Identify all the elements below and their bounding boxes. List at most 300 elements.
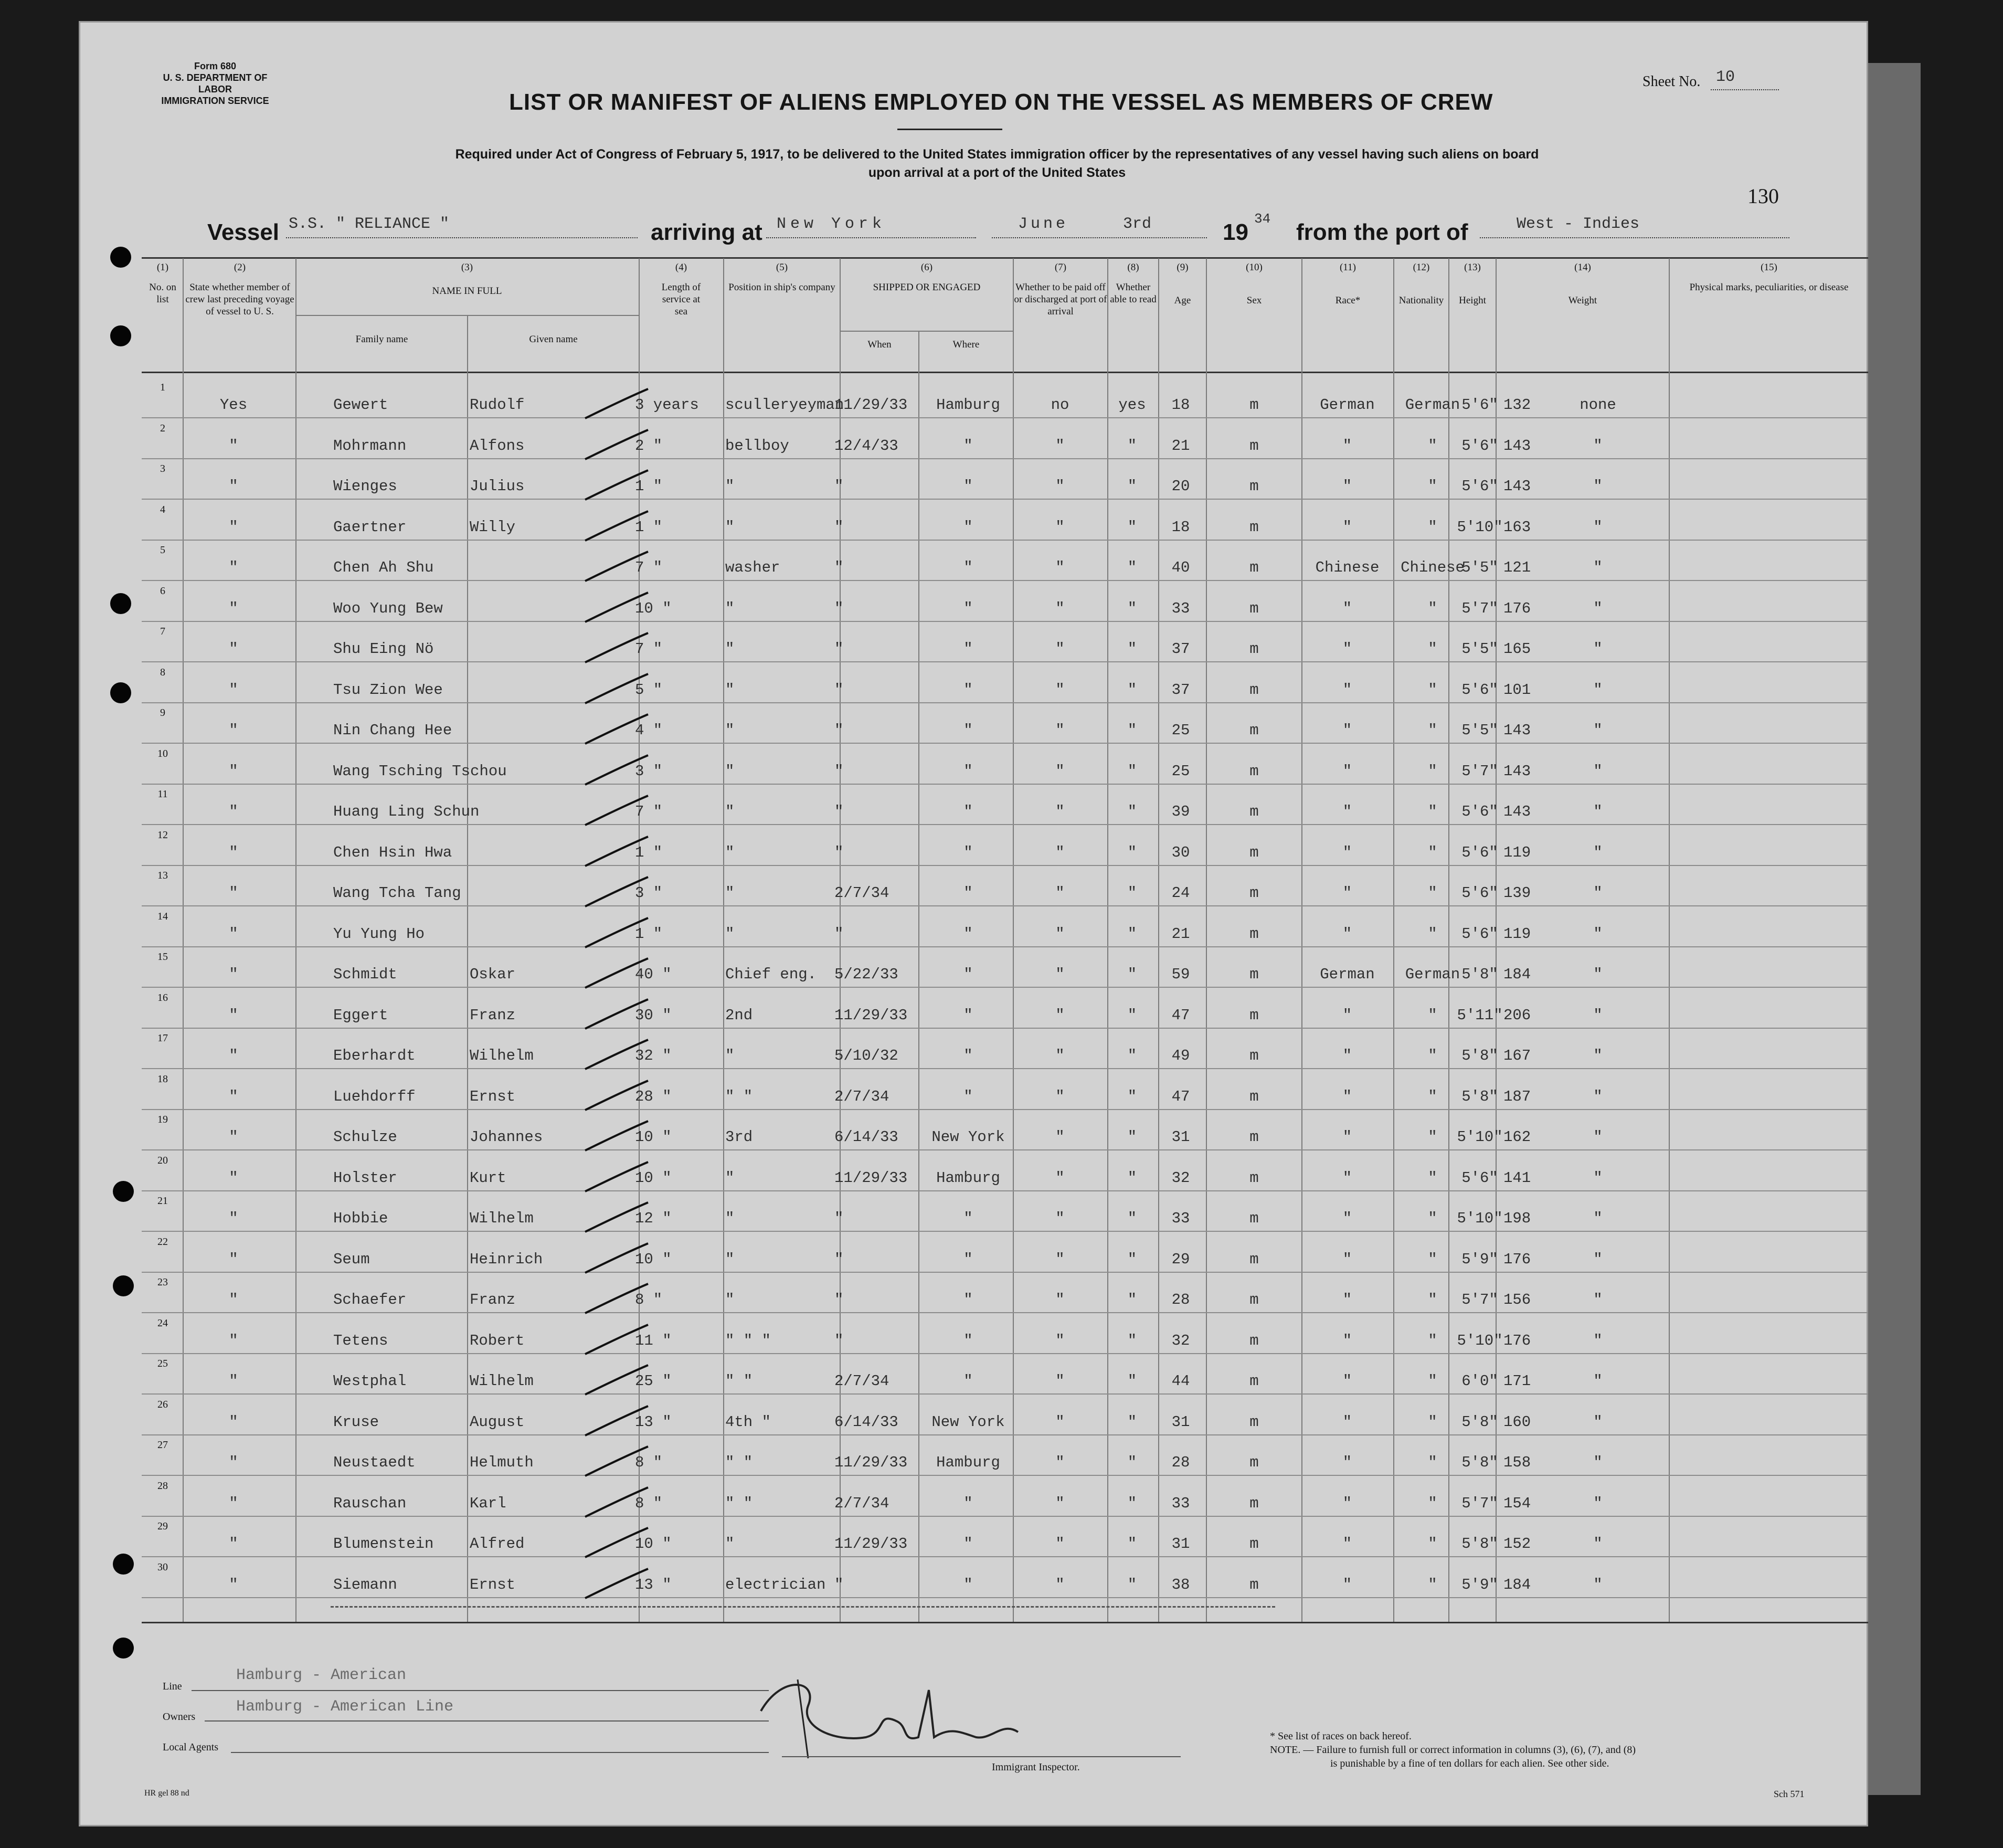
- arriving-underline: [766, 237, 976, 238]
- shipped-where-cell: ": [963, 722, 973, 739]
- col1-header: [143, 261, 183, 305]
- family-name-cell: Huang Ling Schun: [333, 803, 480, 820]
- sex-cell: m: [1249, 396, 1259, 414]
- race-cell: ": [1342, 1372, 1352, 1390]
- race-cell: ": [1342, 1454, 1352, 1471]
- weight-cell: 184: [1503, 1576, 1531, 1593]
- row-rule: [142, 1393, 1868, 1395]
- service-length-cell: 8 ": [635, 1291, 663, 1308]
- race-note: * See list of races on back hereof.: [1270, 1730, 1412, 1742]
- row-number: 7: [160, 626, 165, 637]
- page-title: LIST OR MANIFEST OF ALIENS EMPLOYED ON THE VESSEL AS MEMBERS OF CREW: [509, 89, 1493, 115]
- sex-cell: m: [1249, 803, 1259, 820]
- manifest-sheet: [79, 21, 1868, 1826]
- col-label: Physical marks, peculiarities, or disease: [1689, 282, 1849, 293]
- col-number: (15): [1761, 262, 1777, 273]
- sex-cell: m: [1249, 1210, 1259, 1227]
- col-label: Length of service at sea: [661, 282, 701, 317]
- nationality-cell: ": [1428, 1007, 1437, 1024]
- sex-cell: m: [1249, 600, 1259, 617]
- height-cell: 5'10": [1457, 519, 1503, 536]
- age-cell: 33: [1171, 600, 1190, 617]
- able-to-read-cell: ": [1127, 1454, 1137, 1471]
- shipped-when-cell: ": [834, 1332, 844, 1349]
- col3b-header: Given name: [529, 334, 578, 345]
- owners-underline: [205, 1720, 769, 1722]
- row-number: 17: [157, 1032, 168, 1044]
- col-label: State whether member of crew last preceding voyage of vessel to U. S.: [185, 282, 294, 317]
- penalty-note-2: is punishable by a fine of ten dollars for each alien. See other side.: [1330, 1758, 1609, 1769]
- shipped-where-cell: ": [963, 1332, 973, 1349]
- position-cell: ": [725, 681, 735, 699]
- shipped-where-cell: ": [963, 1291, 973, 1308]
- age-cell: 24: [1171, 884, 1190, 902]
- prev-voyage-cell: ": [229, 1332, 238, 1349]
- prev-voyage-cell: ": [229, 681, 238, 699]
- col-label: Sex: [1246, 295, 1262, 306]
- row-rule: [142, 946, 1868, 947]
- row-rule: [142, 743, 1868, 744]
- height-cell: 5'8": [1461, 1047, 1498, 1064]
- service-length-cell: 8 ": [635, 1495, 663, 1512]
- physical-marks-cell: ": [1593, 1535, 1603, 1553]
- paid-off-cell: ": [1055, 1251, 1065, 1268]
- race-cell: ": [1342, 600, 1352, 617]
- weight-cell: 132: [1503, 396, 1531, 414]
- age-cell: 28: [1171, 1454, 1190, 1471]
- from-port-underline: [1480, 237, 1789, 238]
- able-to-read-cell: ": [1127, 1047, 1137, 1064]
- height-cell: 5'5": [1461, 640, 1498, 658]
- family-name-cell: Rauschan: [333, 1495, 407, 1512]
- physical-marks-cell: ": [1593, 1251, 1603, 1268]
- weight-cell: 121: [1503, 559, 1531, 576]
- able-to-read-cell: ": [1127, 519, 1137, 536]
- family-name-cell: Woo Yung Bew: [333, 600, 443, 617]
- vessel-underline: [286, 237, 638, 238]
- able-to-read-cell: ": [1127, 925, 1137, 943]
- family-name-cell: Hobbie: [333, 1210, 388, 1227]
- height-cell: 5'6": [1461, 925, 1498, 943]
- table-end-dashes: [331, 1606, 1275, 1608]
- position-cell: Chief eng.: [725, 966, 817, 983]
- nationality-cell: ": [1428, 925, 1437, 943]
- physical-marks-cell: ": [1593, 1047, 1603, 1064]
- check-mark: [582, 1362, 651, 1399]
- check-mark: [582, 955, 651, 992]
- race-cell: ": [1342, 803, 1352, 820]
- prev-voyage-cell: ": [229, 1291, 238, 1308]
- line-value: Hamburg - American: [236, 1666, 407, 1684]
- row-rule: [142, 1556, 1868, 1557]
- paid-off-cell: ": [1055, 1291, 1065, 1308]
- row-number: 18: [157, 1073, 168, 1085]
- col10-header: [1207, 261, 1301, 307]
- row-number: 22: [157, 1236, 168, 1248]
- row-rule: [142, 499, 1868, 500]
- family-name-cell: Chen Ah Shu: [333, 559, 434, 576]
- paid-off-cell: ": [1055, 600, 1065, 617]
- check-mark: [582, 630, 651, 667]
- weight-cell: 163: [1503, 519, 1531, 536]
- given-name-cell: Julius: [470, 478, 525, 495]
- check-mark: [582, 874, 651, 911]
- shipped-when-cell: ": [834, 519, 844, 536]
- col-number: (6): [920, 262, 933, 273]
- shipped-where-cell: ": [963, 600, 973, 617]
- age-cell: 49: [1171, 1047, 1190, 1064]
- shipped-where-cell: New York: [931, 1128, 1005, 1146]
- able-to-read-cell: ": [1127, 1251, 1137, 1268]
- paid-off-cell: ": [1055, 1088, 1065, 1105]
- sex-cell: m: [1249, 1291, 1259, 1308]
- penalty-note: NOTE. — Failure to furnish full or correct information in columns (3), (6), (7), and (8): [1270, 1744, 1636, 1756]
- position-cell: ": [725, 640, 735, 658]
- given-name-cell: Ernst: [470, 1576, 516, 1593]
- age-cell: 31: [1171, 1535, 1190, 1553]
- sex-cell: m: [1249, 1047, 1259, 1064]
- row-rule: [142, 1475, 1868, 1476]
- col-label: Whether to be paid off or discharged at port of arrival: [1014, 282, 1107, 317]
- race-cell: ": [1342, 1128, 1352, 1146]
- row-number: 29: [157, 1520, 168, 1532]
- physical-marks-cell: ": [1593, 966, 1603, 983]
- shipped-where-cell: ": [963, 681, 973, 699]
- given-name-cell: Kurt: [470, 1169, 506, 1187]
- nationality-cell: ": [1428, 1210, 1437, 1227]
- shipped-when-cell: 6/14/33: [834, 1413, 898, 1431]
- col-number: (12): [1413, 262, 1430, 273]
- nationality-cell: ": [1428, 1495, 1437, 1512]
- service-length-cell: 3 ": [635, 763, 663, 780]
- check-mark: [582, 1078, 651, 1114]
- row-rule: [142, 1109, 1868, 1110]
- col4-header: [640, 261, 723, 318]
- prev-voyage-cell: ": [229, 1088, 238, 1105]
- height-cell: 5'10": [1457, 1210, 1503, 1227]
- given-name-cell: Wilhelm: [470, 1210, 534, 1227]
- race-cell: ": [1342, 478, 1352, 495]
- sex-cell: m: [1249, 640, 1259, 658]
- check-mark: [582, 752, 651, 789]
- sex-cell: m: [1249, 437, 1259, 455]
- age-cell: 47: [1171, 1088, 1190, 1105]
- paid-off-cell: ": [1055, 925, 1065, 943]
- age-cell: 59: [1171, 966, 1190, 983]
- row-rule: [142, 1190, 1868, 1191]
- height-cell: 5'10": [1457, 1332, 1503, 1349]
- prev-voyage-cell: ": [229, 884, 238, 902]
- shipped-when-cell: ": [834, 559, 844, 576]
- col-rule: [295, 258, 296, 1622]
- prev-voyage-cell: ": [229, 1413, 238, 1431]
- paid-off-cell: ": [1055, 844, 1065, 861]
- row-number: 4: [160, 504, 165, 515]
- paid-off-cell: ": [1055, 640, 1065, 658]
- height-cell: 5'8": [1461, 1088, 1498, 1105]
- row-rule: [142, 1597, 1868, 1598]
- physical-marks-cell: ": [1593, 1169, 1603, 1187]
- sex-cell: m: [1249, 1535, 1259, 1553]
- check-mark: [582, 548, 651, 585]
- physical-marks-cell: ": [1593, 844, 1603, 861]
- binder-hole: [110, 247, 131, 268]
- position-cell: bellboy: [725, 437, 789, 455]
- service-length-cell: 1 ": [635, 925, 663, 943]
- physical-marks-cell: ": [1593, 1576, 1603, 1593]
- stamp-number: 130: [1747, 184, 1779, 208]
- physical-marks-cell: ": [1593, 1291, 1603, 1308]
- family-name-cell: Schmidt: [333, 966, 397, 983]
- height-cell: 5'8": [1461, 1413, 1498, 1431]
- physical-marks-cell: ": [1593, 559, 1603, 576]
- service-length-cell: 5 ": [635, 681, 663, 699]
- from-port-label: from the port of: [1296, 219, 1468, 245]
- shipped-where-cell: ": [963, 559, 973, 576]
- shipped-when-cell: ": [834, 803, 844, 820]
- check-mark: [582, 671, 651, 707]
- col-number: (8): [1127, 262, 1139, 273]
- sex-cell: m: [1249, 1128, 1259, 1146]
- height-cell: 5'7": [1461, 763, 1498, 780]
- nationality-cell: ": [1428, 681, 1437, 699]
- row-number: 15: [157, 951, 168, 963]
- paid-off-cell: ": [1055, 763, 1065, 780]
- service-length-cell: 10 ": [635, 600, 672, 617]
- nationality-cell: ": [1428, 1128, 1437, 1146]
- family-name-cell: Gewert: [333, 396, 388, 414]
- weight-cell: 101: [1503, 681, 1531, 699]
- shipped-when-cell: ": [834, 722, 844, 739]
- shipped-where-cell: ": [963, 640, 973, 658]
- row-number: 21: [157, 1195, 168, 1207]
- service-length-cell: 1 ": [635, 844, 663, 861]
- department-text: U. S. DEPARTMENT OF LABOR: [163, 72, 268, 94]
- inspector-label: Immigrant Inspector.: [992, 1761, 1080, 1773]
- row-number: 9: [160, 707, 165, 719]
- race-cell: ": [1342, 884, 1352, 902]
- year-prefix: 19: [1223, 219, 1248, 245]
- col5-header: [724, 261, 840, 293]
- family-name-cell: Wienges: [333, 478, 397, 495]
- sex-cell: m: [1249, 1332, 1259, 1349]
- sex-cell: m: [1249, 1372, 1259, 1390]
- family-name-cell: Neustaedt: [333, 1454, 416, 1471]
- binder-hole: [110, 682, 131, 703]
- col2-header: [185, 261, 295, 318]
- weight-cell: 143: [1503, 763, 1531, 780]
- row-number: 8: [160, 667, 165, 678]
- shipped-when-cell: 2/7/34: [834, 1372, 889, 1390]
- age-cell: 47: [1171, 1007, 1190, 1024]
- family-name-cell: Schaefer: [333, 1291, 407, 1308]
- check-mark: [582, 589, 651, 626]
- paid-off-cell: ": [1055, 1454, 1065, 1471]
- row-rule: [142, 1272, 1868, 1273]
- weight-cell: 143: [1503, 437, 1531, 455]
- position-cell: 4th ": [725, 1413, 771, 1431]
- sex-cell: m: [1249, 722, 1259, 739]
- check-mark: [582, 711, 651, 748]
- prev-voyage-cell: ": [229, 844, 238, 861]
- nationality-cell: ": [1428, 1454, 1437, 1471]
- physical-marks-cell: ": [1593, 1088, 1603, 1105]
- service-length-cell: 10 ": [635, 1251, 672, 1268]
- arrival-day: 3rd: [1123, 215, 1152, 233]
- prev-voyage-cell: ": [229, 1495, 238, 1512]
- nationality-cell: ": [1428, 1169, 1437, 1187]
- height-cell: 5'6": [1461, 437, 1498, 455]
- able-to-read-cell: ": [1127, 1332, 1137, 1349]
- row-number: 3: [160, 463, 165, 474]
- shipped-when-cell: ": [834, 640, 844, 658]
- row-number: 19: [157, 1114, 168, 1125]
- family-name-cell: Yu Yung Ho: [333, 925, 425, 943]
- row-rule: [142, 580, 1868, 581]
- shipped-when-cell: 6/14/33: [834, 1128, 898, 1146]
- table-bottom-border: [142, 1622, 1868, 1623]
- shipped-when-cell: 5/10/32: [834, 1047, 898, 1064]
- shipped-when-cell: ": [834, 681, 844, 699]
- physical-marks-cell: none: [1580, 396, 1616, 414]
- col-number: (7): [1054, 262, 1067, 273]
- vessel-label: Vessel: [207, 219, 280, 245]
- race-cell: ": [1342, 1535, 1352, 1553]
- col-label: Nationality: [1398, 295, 1444, 306]
- shipped-when-cell: 2/7/34: [834, 1495, 889, 1512]
- given-name-cell: Alfons: [470, 437, 525, 455]
- nationality-cell: ": [1428, 1291, 1437, 1308]
- physical-marks-cell: ": [1593, 1454, 1603, 1471]
- shipped-when-cell: ": [834, 844, 844, 861]
- from-port: West - Indies: [1517, 215, 1640, 233]
- family-name-cell: Chen Hsin Hwa: [333, 844, 452, 861]
- race-cell: ": [1342, 1007, 1352, 1024]
- family-name-cell: Westphal: [333, 1372, 407, 1390]
- row-number: 13: [157, 870, 168, 881]
- position-cell: ": [725, 1047, 735, 1064]
- race-cell: ": [1342, 763, 1352, 780]
- weight-cell: 119: [1503, 844, 1531, 861]
- col-label: Race*: [1335, 295, 1361, 306]
- physical-marks-cell: ": [1593, 1372, 1603, 1390]
- binder-hole: [110, 325, 131, 346]
- col15-header: [1670, 261, 1868, 293]
- physical-marks-cell: ": [1593, 1332, 1603, 1349]
- race-cell: Chinese: [1315, 559, 1380, 576]
- given-name-cell: Wilhelm: [470, 1047, 534, 1064]
- able-to-read-cell: ": [1127, 1291, 1137, 1308]
- height-cell: 5'8": [1461, 1535, 1498, 1553]
- able-to-read-cell: ": [1127, 600, 1137, 617]
- weight-cell: 141: [1503, 1169, 1531, 1187]
- shipped-when-cell: ": [834, 1576, 844, 1593]
- weight-cell: 167: [1503, 1047, 1531, 1064]
- shipped-where-cell: ": [963, 1088, 973, 1105]
- height-cell: 5'7": [1461, 1291, 1498, 1308]
- race-cell: ": [1342, 722, 1352, 739]
- col-label: Position in ship's company: [728, 282, 835, 293]
- weight-cell: 156: [1503, 1291, 1531, 1308]
- weight-cell: 143: [1503, 478, 1531, 495]
- row-rule: [142, 540, 1868, 541]
- family-name-cell: Nin Chang Hee: [333, 722, 452, 739]
- weight-cell: 198: [1503, 1210, 1531, 1227]
- shipped-where-cell: ": [963, 925, 973, 943]
- age-cell: 32: [1171, 1332, 1190, 1349]
- height-cell: 5'6": [1461, 884, 1498, 902]
- weight-cell: 160: [1503, 1413, 1531, 1431]
- paid-off-cell: ": [1055, 1128, 1065, 1146]
- physical-marks-cell: ": [1593, 600, 1603, 617]
- inspector-signature: [750, 1659, 1076, 1763]
- row-number: 25: [157, 1358, 168, 1369]
- service-length-cell: 12 ": [635, 1210, 672, 1227]
- prev-voyage-cell: ": [229, 478, 238, 495]
- paid-off-cell: ": [1055, 519, 1065, 536]
- title-underline: [897, 129, 1002, 130]
- able-to-read-cell: ": [1127, 884, 1137, 902]
- shipped-when-cell: ": [834, 600, 844, 617]
- race-cell: ": [1342, 1413, 1352, 1431]
- position-cell: " " ": [725, 1332, 771, 1349]
- shipped-where-cell: Hamburg: [936, 1169, 1000, 1187]
- service-length-cell: 4 ": [635, 722, 663, 739]
- height-cell: 5'6": [1461, 844, 1498, 861]
- height-cell: 5'9": [1461, 1576, 1498, 1593]
- row-number: 10: [157, 748, 168, 759]
- paid-off-cell: ": [1055, 966, 1065, 983]
- shipped-where-cell: ": [963, 966, 973, 983]
- row-number: 14: [157, 911, 168, 922]
- age-cell: 38: [1171, 1576, 1190, 1593]
- race-cell: ": [1342, 1169, 1352, 1187]
- prev-voyage-cell: ": [229, 1007, 238, 1024]
- row-rule: [142, 661, 1868, 662]
- binder-hole: [113, 1275, 134, 1296]
- age-cell: 30: [1171, 844, 1190, 861]
- sheet-no-label: Sheet No.: [1642, 73, 1701, 90]
- position-cell: 2nd: [725, 1007, 753, 1024]
- owners-value: Hamburg - American Line: [236, 1698, 454, 1716]
- given-name-cell: Willy: [470, 519, 516, 536]
- family-name-cell: Blumenstein: [333, 1535, 434, 1553]
- shipped-where-cell: New York: [931, 1413, 1005, 1431]
- nationality-cell: ": [1428, 803, 1437, 820]
- physical-marks-cell: ": [1593, 478, 1603, 495]
- position-cell: ": [725, 925, 735, 943]
- height-cell: 5'11": [1457, 1007, 1503, 1024]
- weight-cell: 119: [1503, 925, 1531, 943]
- row-rule: [142, 1028, 1868, 1029]
- able-to-read-cell: ": [1127, 681, 1137, 699]
- able-to-read-cell: ": [1127, 1535, 1137, 1553]
- row-number: 28: [157, 1480, 168, 1492]
- col-label: Height: [1459, 295, 1486, 306]
- prev-voyage-cell: ": [229, 437, 238, 455]
- row-rule: [142, 905, 1868, 906]
- arriving-port: New York: [777, 215, 886, 233]
- sex-cell: m: [1249, 925, 1259, 943]
- family-name-cell: Mohrmann: [333, 437, 407, 455]
- row-rule: [142, 987, 1868, 988]
- nationality-cell: ": [1428, 478, 1437, 495]
- position-cell: " ": [725, 1454, 753, 1471]
- check-mark: [582, 1403, 651, 1440]
- col-label: Age: [1174, 295, 1191, 306]
- sex-cell: m: [1249, 1007, 1259, 1024]
- line-label: Line: [163, 1681, 182, 1692]
